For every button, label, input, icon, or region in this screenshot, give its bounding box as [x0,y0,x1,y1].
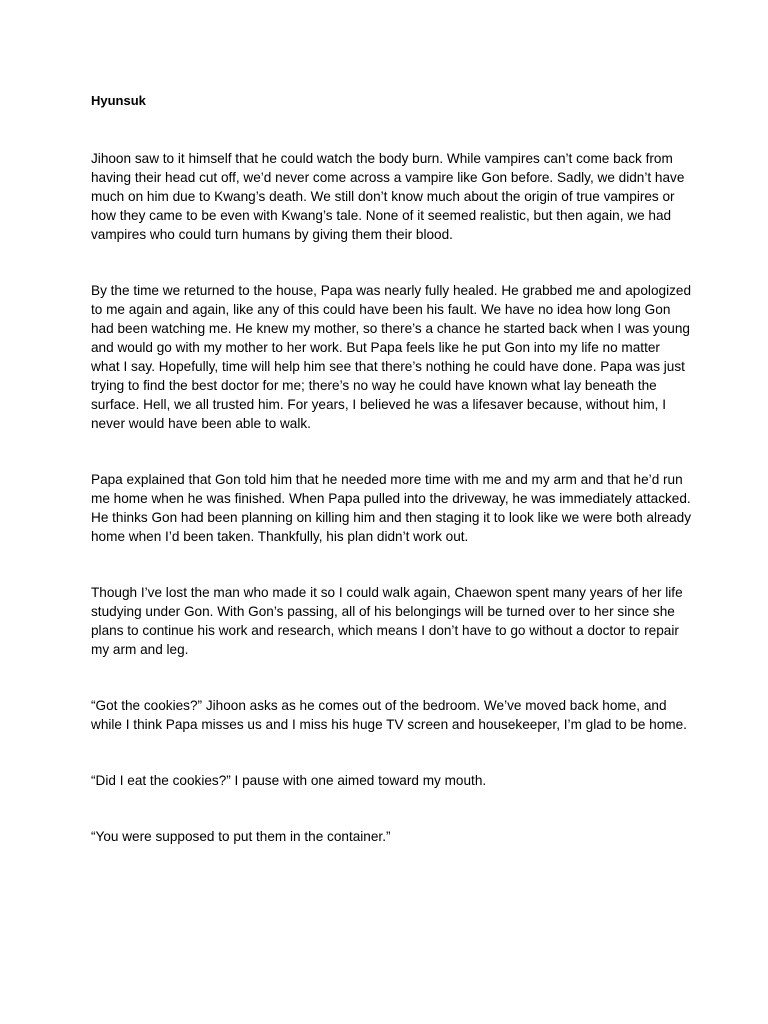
paragraph-2: By the time we returned to the house, Papa was nearly fully healed. He grabbed me and apologized to me again and again, like any of this could have been his fault. We have no idea how long Gon had been watching me. He knew my mother, so there’s a chance he started back when I was young and would go with my mother to her work. But Papa feels like he put Gon into my life no matter what I say. Hopefully, time will help him see that there’s nothing he could have done. Papa was just trying to find the best doctor for me; there’s no way he could have known what lay beneath the surface. Hell, we all trusted him. For years, I believed he was a lifesaver because, without him, I never would have been able to walk. [91,283,692,431]
paragraph-6: “Did I eat the cookies?” I pause with one aimed toward my mouth. [91,773,487,788]
paragraph-3: Papa explained that Gon told him that he needed more time with me and my arm and that he’d run me home when he was finished. When Papa pulled into the driveway, he was immediately attacked. He thinks Gon had been planning on killing him and then staging it to look like we were both already home when I’d been taken. Thankfully, his plan didn’t work out. [91,472,692,544]
paragraph-1: Jihoon saw to it himself that he could watch the body burn. While vampires can’t come back from having their head cut off, we’d never come across a vampire like Gon before. Sadly, we didn’t have much on him due to Kwang’s death. We still don’t know much about the origin of true vampires or how they came to be even with Kwang’s tale. None of it seemed realistic, but then again, we had vampires who could turn humans by giving them their blood. [91,151,685,242]
paragraph-4: Though I’ve lost the man who made it so I could walk again, Chaewon spent many years of her life studying under Gon. With Gon’s passing, all of his belongings will be turned over to her since she plans to continue his work and research, which means I don’t have to go without a doctor to repair my arm and leg. [91,585,683,657]
paragraph-5: “Got the cookies?” Jihoon asks as he comes out of the bedroom. We’ve moved back home, and while I think Papa misses us and I miss his huge TV screen and housekeeper, I’m glad to be home. [91,698,687,732]
chapter-heading: Hyunsuk [91,93,146,108]
paragraph-7: “You were supposed to put them in the container.” [91,829,391,844]
document-page [91,93,691,846]
